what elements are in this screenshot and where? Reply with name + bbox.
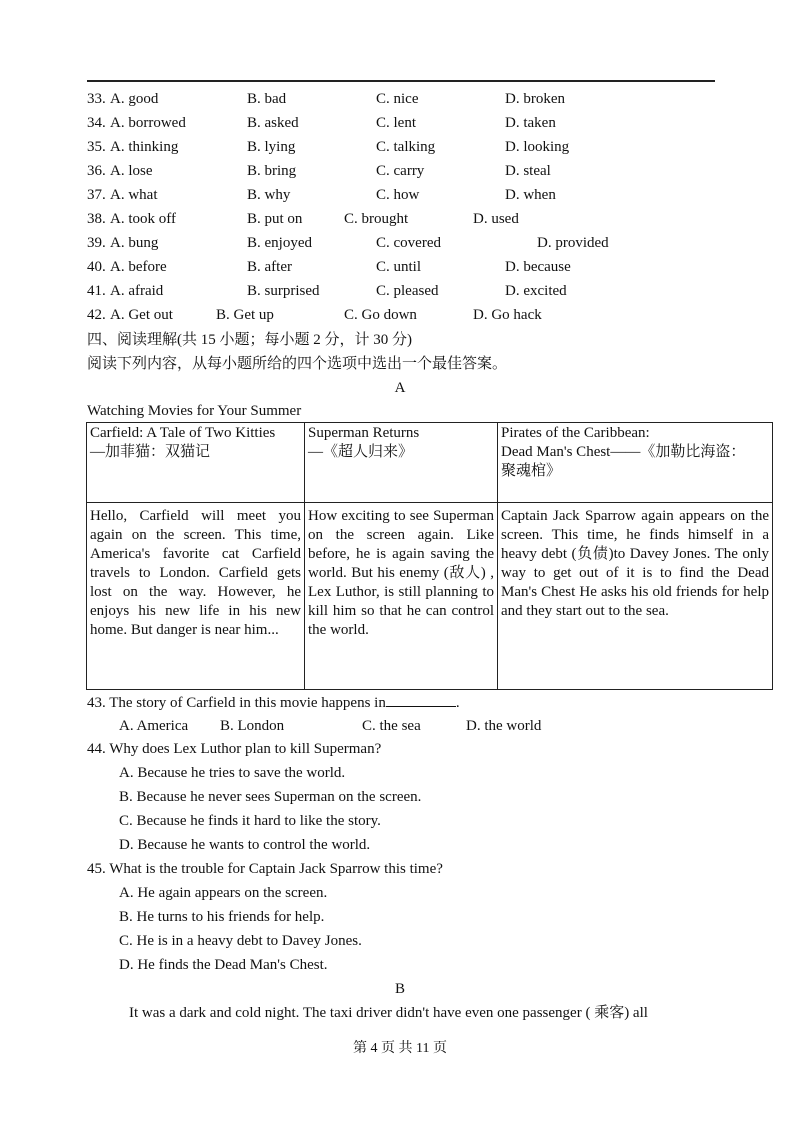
option-a: A. He again appears on the screen. <box>119 885 328 901</box>
option-a: A. bung <box>110 235 159 251</box>
movie-title: Superman Returns <box>308 425 420 441</box>
movie-title-line2: Dead Man's Chest——《加勒比海盗： <box>501 444 746 460</box>
movie-description: How exciting to see Superman on the screen again. Like before, he is again saving the world. But his enemy (敌人) , Lex Luthor, is still planning to kill him so that he can control the world. <box>305 503 498 690</box>
movie-title-cell <box>87 423 305 503</box>
question-stem: 44. Why does Lex Luthor plan to kill Superman? <box>87 741 382 757</box>
option-b: B. put on <box>247 211 303 227</box>
question-stem-text: 43. The story of Carfield in this movie happens in <box>87 695 386 711</box>
option-d: D. steal <box>505 163 551 179</box>
option-d: D. provided <box>537 235 609 251</box>
option-a: A. before <box>110 259 167 275</box>
movie-title-cn: —《超人归来》 <box>308 444 414 460</box>
question-number: 34. <box>87 115 106 131</box>
option-b: B. London <box>220 718 285 734</box>
question-number: 37. <box>87 187 106 203</box>
question-stem: 45. What is the trouble for Captain Jack Sparrow this time? <box>87 861 443 877</box>
question-number: 42. <box>87 307 106 323</box>
top-rule <box>87 80 715 82</box>
movie-description: Hello, Carfield will meet you again on the screen. This time, America's favorite cat Carfield travels to London. Carfield gets lost on the way. However, he enjoys his new life in his new home. But danger is near him... <box>87 503 305 690</box>
option-d: D. because <box>505 259 571 275</box>
question-number: 38. <box>87 211 106 227</box>
movies-table <box>86 422 773 690</box>
movie-title-cn: 聚魂棺》 <box>501 463 562 479</box>
movie-title-cell <box>498 423 773 503</box>
option-c: C. Because he finds it hard to like the story. <box>119 813 381 829</box>
movie-title-cn: —加菲猫：双猫记 <box>90 444 211 460</box>
section-title: 四、阅读理解(共 15 小题；每小题 2 分，计 30 分) <box>87 332 412 348</box>
option-c: C. lent <box>376 115 416 131</box>
question-stem <box>87 692 460 713</box>
question-number: 40. <box>87 259 106 275</box>
option-a: A. Get out <box>110 307 173 323</box>
table-row <box>87 423 773 503</box>
option-c: C. until <box>376 259 422 275</box>
option-c: C. He is in a heavy debt to Davey Jones. <box>119 933 362 949</box>
option-b: B. surprised <box>247 283 320 299</box>
option-d: D. taken <box>505 115 556 131</box>
section-instruction: 阅读下列内容，从每小题所给的四个选项中选出一个最佳答案。 <box>87 356 508 372</box>
option-b: B. after <box>247 259 292 275</box>
movie-description: Captain Jack Sparrow again appears on the screen. This time, he finds himself in a heavy debt (负债)to Davey Jones. The only way to get out of it is to find the Dead Man's Chest He asks his old friends for help and they start out to the sea. <box>498 503 773 690</box>
question-number: 35. <box>87 139 106 155</box>
option-a: A. took off <box>110 211 176 227</box>
question-number: 36. <box>87 163 106 179</box>
option-d: D. broken <box>505 91 565 107</box>
option-d: D. Go hack <box>473 307 542 323</box>
option-c: C. pleased <box>376 283 439 299</box>
option-d: D. the world <box>466 718 542 734</box>
option-a: A. good <box>110 91 159 107</box>
option-b: B. asked <box>247 115 299 131</box>
passage-a-label: A <box>394 380 406 396</box>
option-a: A. afraid <box>110 283 164 299</box>
option-a: A. lose <box>110 163 153 179</box>
question-number: 41. <box>87 283 106 299</box>
option-a: A. what <box>110 187 158 203</box>
option-c: C. carry <box>376 163 425 179</box>
option-c: C. talking <box>376 139 436 155</box>
option-b: B. lying <box>247 139 296 155</box>
option-b: B. Because he never sees Superman on the screen. <box>119 789 422 805</box>
option-d: D. Because he wants to control the world. <box>119 837 371 853</box>
option-b: B. Get up <box>216 307 274 323</box>
option-b: B. why <box>247 187 291 203</box>
passage-b-text: It was a dark and cold night. The taxi driver didn't have even one passenger ( 乘客) all <box>129 1005 648 1021</box>
option-b: B. bad <box>247 91 287 107</box>
question-number: 39. <box>87 235 106 251</box>
option-a: A. borrowed <box>110 115 186 131</box>
option-b: B. enjoyed <box>247 235 312 251</box>
option-d: D. excited <box>505 283 567 299</box>
passage-b-label: B <box>394 981 405 997</box>
question-number: 33. <box>87 91 106 107</box>
question-stem-end: . <box>455 695 460 711</box>
page-footer: 第 4 页 共 11 页 <box>353 1041 447 1056</box>
option-c: C. covered <box>376 235 441 251</box>
answer-blank <box>386 692 456 707</box>
option-a: A. Because he tries to save the world. <box>119 765 346 781</box>
option-c: C. how <box>376 187 420 203</box>
option-d: D. He finds the Dead Man's Chest. <box>119 957 328 973</box>
table-row <box>87 503 773 690</box>
movie-title-cell <box>305 423 498 503</box>
option-c: C. the sea <box>362 718 421 734</box>
movie-title: Pirates of the Caribbean: <box>501 425 650 441</box>
option-a: A. thinking <box>110 139 179 155</box>
passage-a-heading: Watching Movies for Your Summer <box>87 403 302 419</box>
option-d: D. when <box>505 187 556 203</box>
option-d: D. looking <box>505 139 570 155</box>
option-a: A. America <box>119 718 189 734</box>
option-b: B. bring <box>247 163 297 179</box>
option-c: C. nice <box>376 91 419 107</box>
option-d: D. used <box>473 211 519 227</box>
option-c: C. brought <box>344 211 409 227</box>
option-c: C. Go down <box>344 307 417 323</box>
movie-title: Carfield: A Tale of Two Kitties <box>90 425 276 441</box>
option-b: B. He turns to his friends for help. <box>119 909 325 925</box>
